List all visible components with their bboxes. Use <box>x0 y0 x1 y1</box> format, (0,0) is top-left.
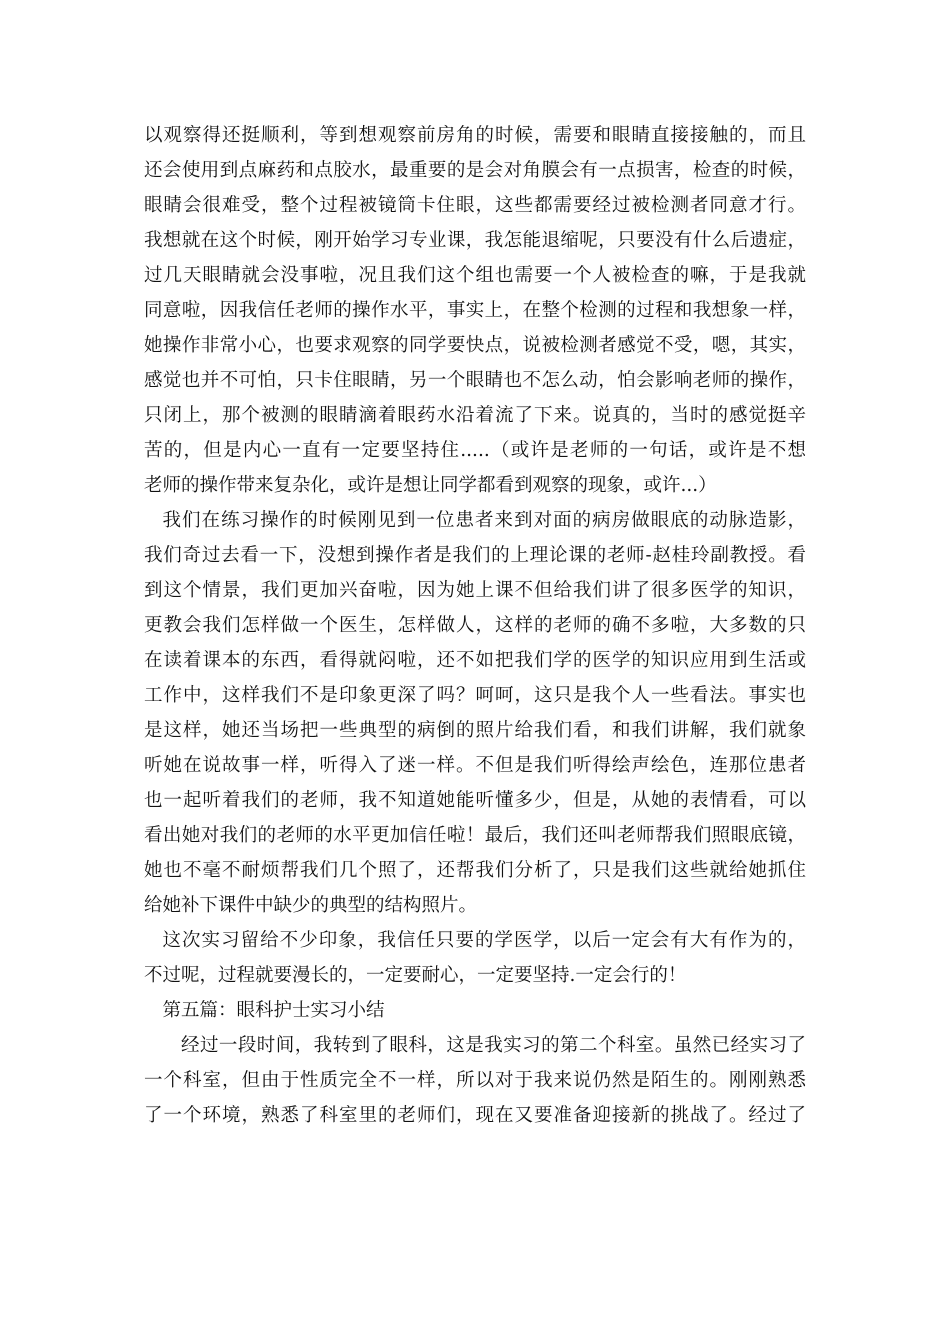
document-body <box>144 118 806 1133</box>
text-line: 老师的操作带来复杂化，或许是想让同学都看到观察的现象，或许...） <box>144 475 717 496</box>
text-line: 同意啦，因我信任老师的操作水平，事实上，在整个检测的过程和我想象一样， <box>144 300 806 321</box>
text-line: 是这样，她还当场把一些典型的病倒的照片给我们看，和我们讲解，我们就象 <box>144 720 806 741</box>
text-line: 苦的，但是内心一直有一定要坚持住.....（或许是老师的一句话，或许是不想 <box>144 440 806 461</box>
text-line: 更教会我们怎样做一个医生，怎样做人，这样的老师的确不多啦，大多数的只 <box>144 615 806 636</box>
text-line: 眼睛会很难受，整个过程被镜筒卡住眼，这些都需要经过被检测者同意才行。 <box>144 195 806 216</box>
text-line: 过几天眼睛就会没事啦，况且我们这个组也需要一个人被检查的嘛，于是我就 <box>144 265 806 286</box>
text-line: 还会使用到点麻药和点胶水，最重要的是会对角膜会有一点损害，检查的时候， <box>144 160 806 181</box>
text-line: 她也不毫不耐烦帮我们几个照了，还帮我们分析了，只是我们这些就给她抓住 <box>144 860 806 881</box>
text-line: 给她补下课件中缺少的典型的结构照片。 <box>144 895 478 916</box>
paragraph-start-line: 经过一段时间，我转到了眼科，这是我实习的第二个科室。虽然已经实习了 <box>181 1035 806 1056</box>
section-heading: 第五篇：眼科护士实习小结 <box>162 1000 385 1021</box>
text-line: 以观察得还挺顺利，等到想观察前房角的时候，需要和眼睛直接接触的，而且 <box>144 125 806 146</box>
text-line: 在读着课本的东西，看得就闷啦，还不如把我们学的医学的知识应用到生活或 <box>144 650 806 671</box>
text-line: 工作中，这样我们不是印象更深了吗？呵呵，这只是我个人一些看法。事实也 <box>144 685 806 706</box>
text-line: 我想就在这个时候，刚开始学习专业课，我怎能退缩呢，只要没有什么后遗症， <box>144 230 806 251</box>
text-line: 她操作非常小心，也要求观察的同学要快点，说被检测者感觉不受，嗯，其实， <box>144 335 806 356</box>
text-line: 感觉也并不可怕，只卡住眼睛，另一个眼睛也不怎么动，怕会影响老师的操作， <box>144 370 806 391</box>
text-line: 一个科室，但由于性质完全不一样，所以对于我来说仍然是陌生的。刚刚熟悉 <box>144 1070 806 1091</box>
text-line: 不过呢，过程就要漫长的，一定要耐心，一定要坚持.一定会行的！ <box>144 965 687 986</box>
paragraph-start-line: 我们在练习操作的时候刚见到一位患者来到对面的病房做眼底的动脉造影， <box>162 510 806 531</box>
text-line: 也一起听着我们的老师，我不知道她能听懂多少，但是，从她的表情看，可以 <box>144 790 806 811</box>
text-line: 了一个环境，熟悉了科室里的老师们，现在又要准备迎接新的挑战了。经过了 <box>144 1105 806 1126</box>
text-line: 只闭上，那个被测的眼睛滴着眼药水沿着流了下来。说真的，当时的感觉挺辛 <box>144 405 806 426</box>
paragraph-start-line: 这次实习留给不少印象，我信任只要的学医学，以后一定会有大有作为的， <box>162 930 806 951</box>
text-line: 我们奇过去看一下，没想到操作者是我们的上理论课的老师-赵桂玲副教授。看 <box>144 545 806 566</box>
text-line: 到这个情景，我们更加兴奋啦，因为她上课不但给我们讲了很多医学的知识， <box>144 580 806 601</box>
text-line: 听她在说故事一样，听得入了迷一样。不但是我们听得绘声绘色，连那位患者 <box>144 755 806 776</box>
text-line: 看出她对我们的老师的水平更加信任啦！最后，我们还叫老师帮我们照眼底镜， <box>144 825 806 846</box>
